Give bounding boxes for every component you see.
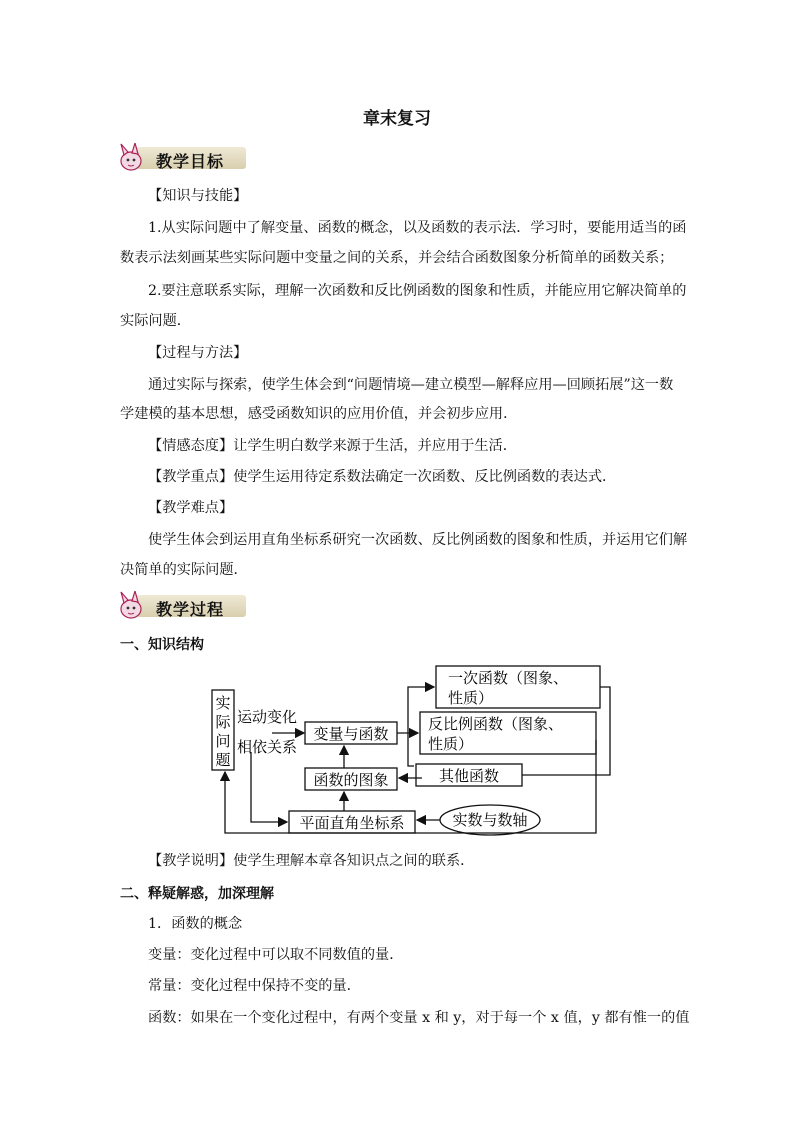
label-linear-function-2: 性质）: [448, 689, 494, 707]
banner-title: 教学目标: [156, 152, 225, 171]
process-heading: 【过程与方法】: [148, 345, 248, 361]
process-text-cont: 学建模的基本思想，感受函数知识的应用价值，并会初步应用．: [120, 406, 518, 422]
label-other-functions: 其他函数: [438, 767, 500, 785]
knowledge-item-1-cont: 数表示法刻画某些实际问题中变量之间的关系，并会结合函数图象分析简单的函数关系；: [120, 250, 674, 266]
label-motion-change: 运动变化: [237, 708, 298, 726]
label-linear-function-1: 一次函数（图象、: [448, 669, 569, 687]
difficulty-heading: 【教学难点】: [148, 500, 234, 516]
knowledge-heading: 【知识与技能】: [148, 188, 248, 204]
label-real-number-axis: 实数与数轴: [452, 811, 528, 829]
label-coordinate-system: 平面直角坐标系: [299, 814, 405, 832]
section-knowledge-structure: 一、知识结构: [120, 637, 204, 653]
label-variable-function: 变量与函数: [313, 725, 389, 743]
label-inverse-function-2: 性质）: [428, 735, 474, 753]
variable-definition: 变量：变化过程中可以取不同数值的量．: [148, 947, 404, 963]
constant-definition: 常量：变化过程中保持不变的量．: [148, 978, 361, 994]
page-title: 章末复习: [363, 109, 431, 129]
label-function-graph: 函数的图象: [313, 771, 389, 789]
real-problem-char-1: 实: [215, 694, 231, 712]
knowledge-item-2: 2.要注意联系实际，理解一次函数和反比例函数的图象和性质，并能应用它解决简单的: [148, 283, 687, 299]
difficulty-text-cont: 决简单的实际问题．: [120, 562, 248, 578]
emotion-text: 【情感态度】让学生明白数学来源于生活，并应用于生活．: [148, 438, 517, 454]
real-problem-char-2: 际: [215, 713, 231, 731]
knowledge-item-2-cont: 实际问题．: [120, 313, 191, 329]
process-text: 通过实际与探索，使学生体会到“问题情境—建立模型—解释应用—回顾拓展”这一数: [148, 377, 674, 393]
key-point-text: 【教学重点】使学生运用待定系数法确定一次函数、反比例函数的表达式．: [148, 469, 617, 485]
label-inverse-function-1: 反比例函数（图象、: [428, 715, 564, 733]
knowledge-item-1: 1.从实际问题中了解变量、函数的概念，以及函数的表示法．学习时，要能用适当的函: [148, 220, 687, 236]
label-dependence: 相依关系: [237, 738, 298, 756]
section-clarify: 二、释疑解惑，加深理解: [120, 886, 274, 902]
concept-heading: 1．函数的概念: [148, 916, 243, 932]
real-problem-char-4: 题: [215, 751, 231, 769]
function-definition: 函数：如果在一个变化过程中，有两个变量 x 和 y，对于每一个 x 值，y 都有惟一的值: [148, 1010, 690, 1026]
difficulty-text: 使学生体会到运用直角坐标系研究一次函数、反比例函数的图象和性质，并运用它们解: [148, 532, 688, 548]
teaching-note: 【教学说明】使学生理解本章各知识点之间的联系．: [148, 853, 475, 869]
real-problem-char-3: 问: [215, 732, 231, 750]
banner-title: 教学过程: [156, 600, 225, 619]
